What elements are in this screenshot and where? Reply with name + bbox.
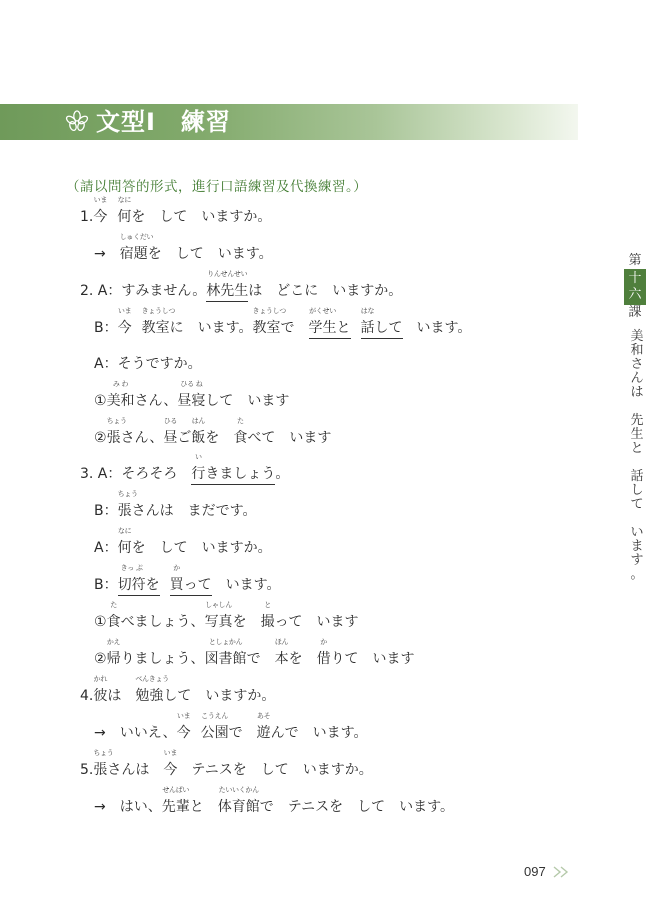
furigana: しゅくだい [119, 233, 154, 241]
furigana: べんきょう [135, 675, 169, 683]
exercise-line [80, 270, 403, 302]
furigana: なに [117, 196, 132, 204]
base-text: で [228, 725, 257, 741]
base-text: 張 [93, 762, 108, 778]
base-text: ご [177, 430, 192, 446]
furigana: こうえん [201, 712, 228, 720]
base-text: りましょう、 [120, 651, 205, 667]
furigana: はん [191, 417, 206, 425]
vertical-char [627, 400, 647, 414]
vertical-char: 先 [630, 413, 644, 428]
ruby-word [117, 527, 132, 557]
text-segment [248, 280, 402, 300]
base-text: 切符 [117, 577, 146, 593]
base-text: さん、 [120, 430, 164, 446]
base-text: 昼寝 [177, 393, 206, 409]
furigana: いま [176, 712, 191, 720]
ruby-word [200, 712, 229, 742]
text-segment [94, 500, 118, 520]
base-text: 撮 [260, 614, 275, 630]
base-text: 美和 [106, 393, 135, 409]
flower-icon [64, 110, 90, 132]
vertical-char: 話 [630, 469, 644, 484]
base-text: → はい、 [94, 799, 162, 815]
furigana: いま [117, 307, 132, 315]
base-text: で [280, 320, 309, 336]
base-text: を [145, 577, 160, 593]
text-segment [107, 759, 163, 779]
base-text: → [94, 246, 120, 262]
text-segment [275, 611, 359, 631]
text-segment [170, 317, 253, 337]
text-segment [131, 206, 271, 226]
text-segment [337, 317, 351, 339]
furigana: た [237, 417, 244, 425]
base-text: 何 [117, 209, 132, 225]
text-segment [107, 685, 135, 705]
ruby-word [106, 417, 127, 447]
ruby-word [176, 712, 191, 742]
furigana: ひる [163, 417, 178, 425]
furigana: きっ ぷ [120, 564, 143, 572]
base-text: は どこに いますか。 [248, 283, 403, 299]
ruby-word [117, 490, 138, 520]
lesson-number-badge [624, 269, 646, 305]
ruby-word [106, 380, 135, 410]
base-text: で [246, 651, 275, 667]
base-text: んで います。 [270, 725, 368, 741]
base-text: で テニスを して います。 [259, 799, 455, 815]
instruction-text: （請以問答的形式，進行口語練習及代換練習。） [66, 179, 368, 195]
vertical-char: 。 [630, 567, 644, 582]
base-text: 昼 [163, 430, 178, 446]
text-segment [247, 427, 331, 447]
text-segment [80, 209, 93, 225]
base-text: ① [94, 614, 107, 630]
furigana: せんぱい [162, 786, 190, 794]
base-text: べましょう、 [120, 614, 205, 630]
text-segment [403, 317, 472, 337]
base-text: さん、 [134, 393, 178, 409]
base-text: ① [94, 393, 107, 409]
base-text: 今 [163, 762, 178, 778]
furigana: い [195, 453, 202, 461]
exercise-line [94, 786, 455, 816]
text-segment [80, 688, 93, 704]
ruby-word [204, 638, 247, 668]
base-text: りて います [330, 651, 415, 667]
ruby-word [163, 417, 178, 447]
vertical-char: す [630, 553, 644, 568]
furigana: かれ [93, 675, 108, 683]
text-segment [205, 463, 275, 485]
text-segment [94, 537, 118, 557]
ruby-word [161, 786, 190, 816]
exercise-line [94, 380, 290, 410]
ruby-word [360, 307, 375, 339]
text-segment [146, 574, 160, 596]
base-text: 張 [117, 503, 132, 519]
base-text: 今 [93, 209, 108, 225]
base-text: 話 [360, 320, 375, 336]
base-text: 教室 [252, 320, 281, 336]
vertical-char: は [630, 385, 644, 400]
text-segment [163, 685, 275, 705]
vertical-char: ん [630, 371, 644, 386]
base-text: 教室 [141, 320, 170, 336]
base-text: A：そうですか。 [94, 356, 202, 372]
text-segment [135, 390, 178, 410]
furigana: ちょう [106, 417, 127, 425]
page-number: 097 [524, 864, 546, 879]
base-text: 何 [117, 540, 132, 556]
exercise-line [94, 353, 202, 373]
base-text: に います。 [169, 320, 253, 336]
base-text: テニスを して いますか。 [177, 762, 373, 778]
text-segment [205, 390, 289, 410]
base-text: 本 [274, 651, 289, 667]
text-segment [275, 463, 289, 483]
text-segment [375, 317, 403, 339]
furigana: と [264, 601, 271, 609]
lesson-side-tab [624, 253, 646, 321]
furigana: た [110, 601, 117, 609]
base-text: 宿題 [119, 246, 148, 262]
base-text: 4. [80, 688, 94, 704]
furigana: あそ [256, 712, 271, 720]
furigana: きょうしつ [141, 307, 176, 315]
exercise-line [94, 638, 415, 668]
text-segment [233, 611, 261, 631]
text-segment [80, 280, 206, 300]
exercise-line [94, 712, 368, 742]
vertical-char: し [630, 483, 644, 498]
ruby-word [233, 417, 248, 447]
text-segment [132, 500, 257, 520]
base-text: B： [94, 503, 118, 519]
exercise-line [94, 564, 281, 596]
lesson-number-digit: 十 [628, 271, 642, 286]
furigana: ほん [274, 638, 289, 646]
lesson-title-vertical [627, 330, 647, 582]
vertical-char: い [630, 525, 644, 540]
base-text: を して います。 [147, 246, 273, 262]
text-segment [132, 537, 272, 557]
ruby-word [117, 307, 132, 337]
text-segment [229, 722, 257, 742]
lesson-number-digit: 六 [628, 287, 642, 302]
base-text: と [189, 799, 218, 815]
ruby-word [169, 564, 184, 596]
vertical-char [627, 512, 647, 526]
side-tab-prefix: 第 [628, 253, 642, 268]
exercise-line [80, 749, 373, 779]
ruby-word [119, 233, 154, 263]
text-segment [94, 353, 202, 373]
ruby-word [163, 749, 178, 779]
exercise-line [94, 490, 257, 520]
ruby-word [308, 307, 337, 339]
text-segment [177, 427, 191, 447]
base-text: を して いますか。 [131, 209, 272, 225]
base-text: 2. A：すみません。 [80, 283, 207, 299]
ruby-word [106, 601, 121, 631]
base-text: 林先生 [206, 283, 249, 299]
base-text: って [183, 577, 212, 593]
furigana: がくせい [309, 307, 336, 315]
base-text: います。 [211, 577, 281, 593]
ruby-word [274, 638, 289, 668]
ruby-word [252, 307, 286, 337]
exercise-line [94, 601, 359, 631]
text-segment [184, 574, 212, 596]
vertical-char: て [630, 497, 644, 512]
furigana: なに [117, 527, 132, 535]
base-text: 彼 [93, 688, 108, 704]
base-text: 張 [106, 430, 121, 446]
text-segment [94, 430, 107, 446]
base-text: B： [94, 577, 118, 593]
ruby-word [117, 196, 132, 226]
furigana: ちょう [93, 749, 114, 757]
chevron-right-icon [552, 865, 572, 879]
text-segment [205, 427, 233, 447]
text-segment [190, 796, 218, 816]
base-text: を [288, 651, 317, 667]
base-text: A： [94, 540, 118, 556]
vertical-char: さ [630, 357, 644, 372]
ruby-word [260, 601, 275, 631]
base-text: 1. [80, 209, 94, 225]
text-segment [94, 651, 107, 667]
ruby-word [191, 417, 206, 447]
base-text: は [107, 688, 136, 704]
ruby-word [206, 270, 249, 302]
exercise-line [80, 675, 276, 705]
text-segment [281, 317, 309, 337]
exercise-line [94, 417, 332, 447]
base-text: して [374, 320, 403, 336]
base-text: さんは まだです。 [131, 503, 257, 519]
vertical-char [627, 456, 647, 470]
base-text: 借 [316, 651, 331, 667]
furigana: りんせんせい [207, 270, 248, 278]
furigana: きょうしつ [252, 307, 286, 315]
vertical-char: ま [630, 539, 644, 554]
furigana: いま [163, 749, 178, 757]
base-text: って います [274, 614, 359, 630]
furigana: か [173, 564, 180, 572]
text-segment [177, 759, 372, 779]
furigana: たいいくかん [218, 786, 259, 794]
text-segment [121, 427, 164, 447]
furigana: ひる ね [180, 380, 203, 388]
base-text: 今 [176, 725, 191, 741]
side-tab-suffix: 課 [628, 305, 642, 320]
ruby-word [191, 453, 206, 485]
base-text: 5. [80, 762, 94, 778]
furigana: み わ [112, 380, 129, 388]
base-text: きましょう [205, 466, 276, 482]
ruby-word [93, 675, 108, 705]
furigana: か [320, 638, 327, 646]
text-segment [80, 762, 93, 778]
furigana: かえ [106, 638, 121, 646]
base-text: 飯 [191, 430, 206, 446]
text-segment [271, 722, 368, 742]
base-text: います。 [402, 320, 472, 336]
exercise-line [94, 527, 272, 557]
base-text: を [232, 614, 261, 630]
ruby-word [316, 638, 331, 668]
base-text: さんは [107, 762, 164, 778]
exercise-line [80, 196, 272, 226]
text-segment [260, 796, 454, 816]
ruby-word [117, 564, 146, 596]
text-segment [331, 648, 415, 668]
ruby-word [177, 380, 206, 410]
exercise-line [94, 307, 472, 339]
ruby-word [204, 601, 233, 631]
text-segment [80, 463, 191, 483]
text-segment [94, 796, 162, 816]
text-segment [121, 611, 205, 631]
base-text: 帰 [106, 651, 121, 667]
base-text: 食 [106, 614, 121, 630]
text-segment [94, 574, 118, 594]
base-text: → いいえ、 [94, 725, 177, 741]
base-text: 。 [275, 466, 290, 482]
ruby-word [93, 749, 114, 779]
base-text: を して いますか。 [131, 540, 272, 556]
base-text: 先輩 [161, 799, 190, 815]
furigana: はな [360, 307, 375, 315]
base-text: 学生 [308, 320, 337, 336]
furigana: しゃしん [205, 601, 232, 609]
base-text: 写真 [204, 614, 233, 630]
base-text: ② [94, 651, 107, 667]
text-segment [94, 317, 118, 337]
base-text: 遊 [256, 725, 271, 741]
base-text: ② [94, 430, 107, 446]
base-text: 今 [117, 320, 132, 336]
base-text: 行 [191, 466, 206, 482]
ruby-word [93, 196, 108, 226]
base-text: を [205, 430, 234, 446]
base-text: べて います [247, 430, 332, 446]
base-text: して いますか。 [163, 688, 276, 704]
base-text: 買 [169, 577, 184, 593]
vertical-char: 生 [630, 427, 644, 442]
furigana: としょかん [208, 638, 243, 646]
text-segment [94, 243, 120, 263]
ruby-word [217, 786, 260, 816]
base-text: B： [94, 320, 118, 336]
text-segment [121, 648, 205, 668]
text-segment [94, 393, 107, 409]
text-segment [94, 614, 107, 630]
vertical-char: 和 [630, 343, 644, 358]
text-segment [289, 648, 317, 668]
vertical-char: 美 [630, 329, 644, 344]
furigana: いま [93, 196, 108, 204]
ruby-word [135, 675, 169, 705]
ruby-word [141, 307, 176, 337]
exercise-line [94, 233, 273, 263]
base-text: 図書館 [204, 651, 247, 667]
base-text: 3. A：そろそろ [80, 466, 192, 482]
text-segment [212, 574, 281, 594]
text-segment [247, 648, 275, 668]
base-text: 食 [233, 430, 248, 446]
text-segment [94, 722, 177, 742]
ruby-word [256, 712, 271, 742]
base-text: と [336, 320, 351, 336]
page-title: 文型Ⅰ 練習 [96, 108, 231, 136]
furigana: ちょう [117, 490, 138, 498]
base-text: して います [205, 393, 290, 409]
base-text: 勉強 [135, 688, 164, 704]
base-text: 体育館 [217, 799, 260, 815]
vertical-char: と [630, 441, 644, 456]
ruby-word [106, 638, 121, 668]
exercise-line [80, 453, 290, 485]
text-segment [148, 243, 273, 263]
base-text: 公園 [200, 725, 229, 741]
